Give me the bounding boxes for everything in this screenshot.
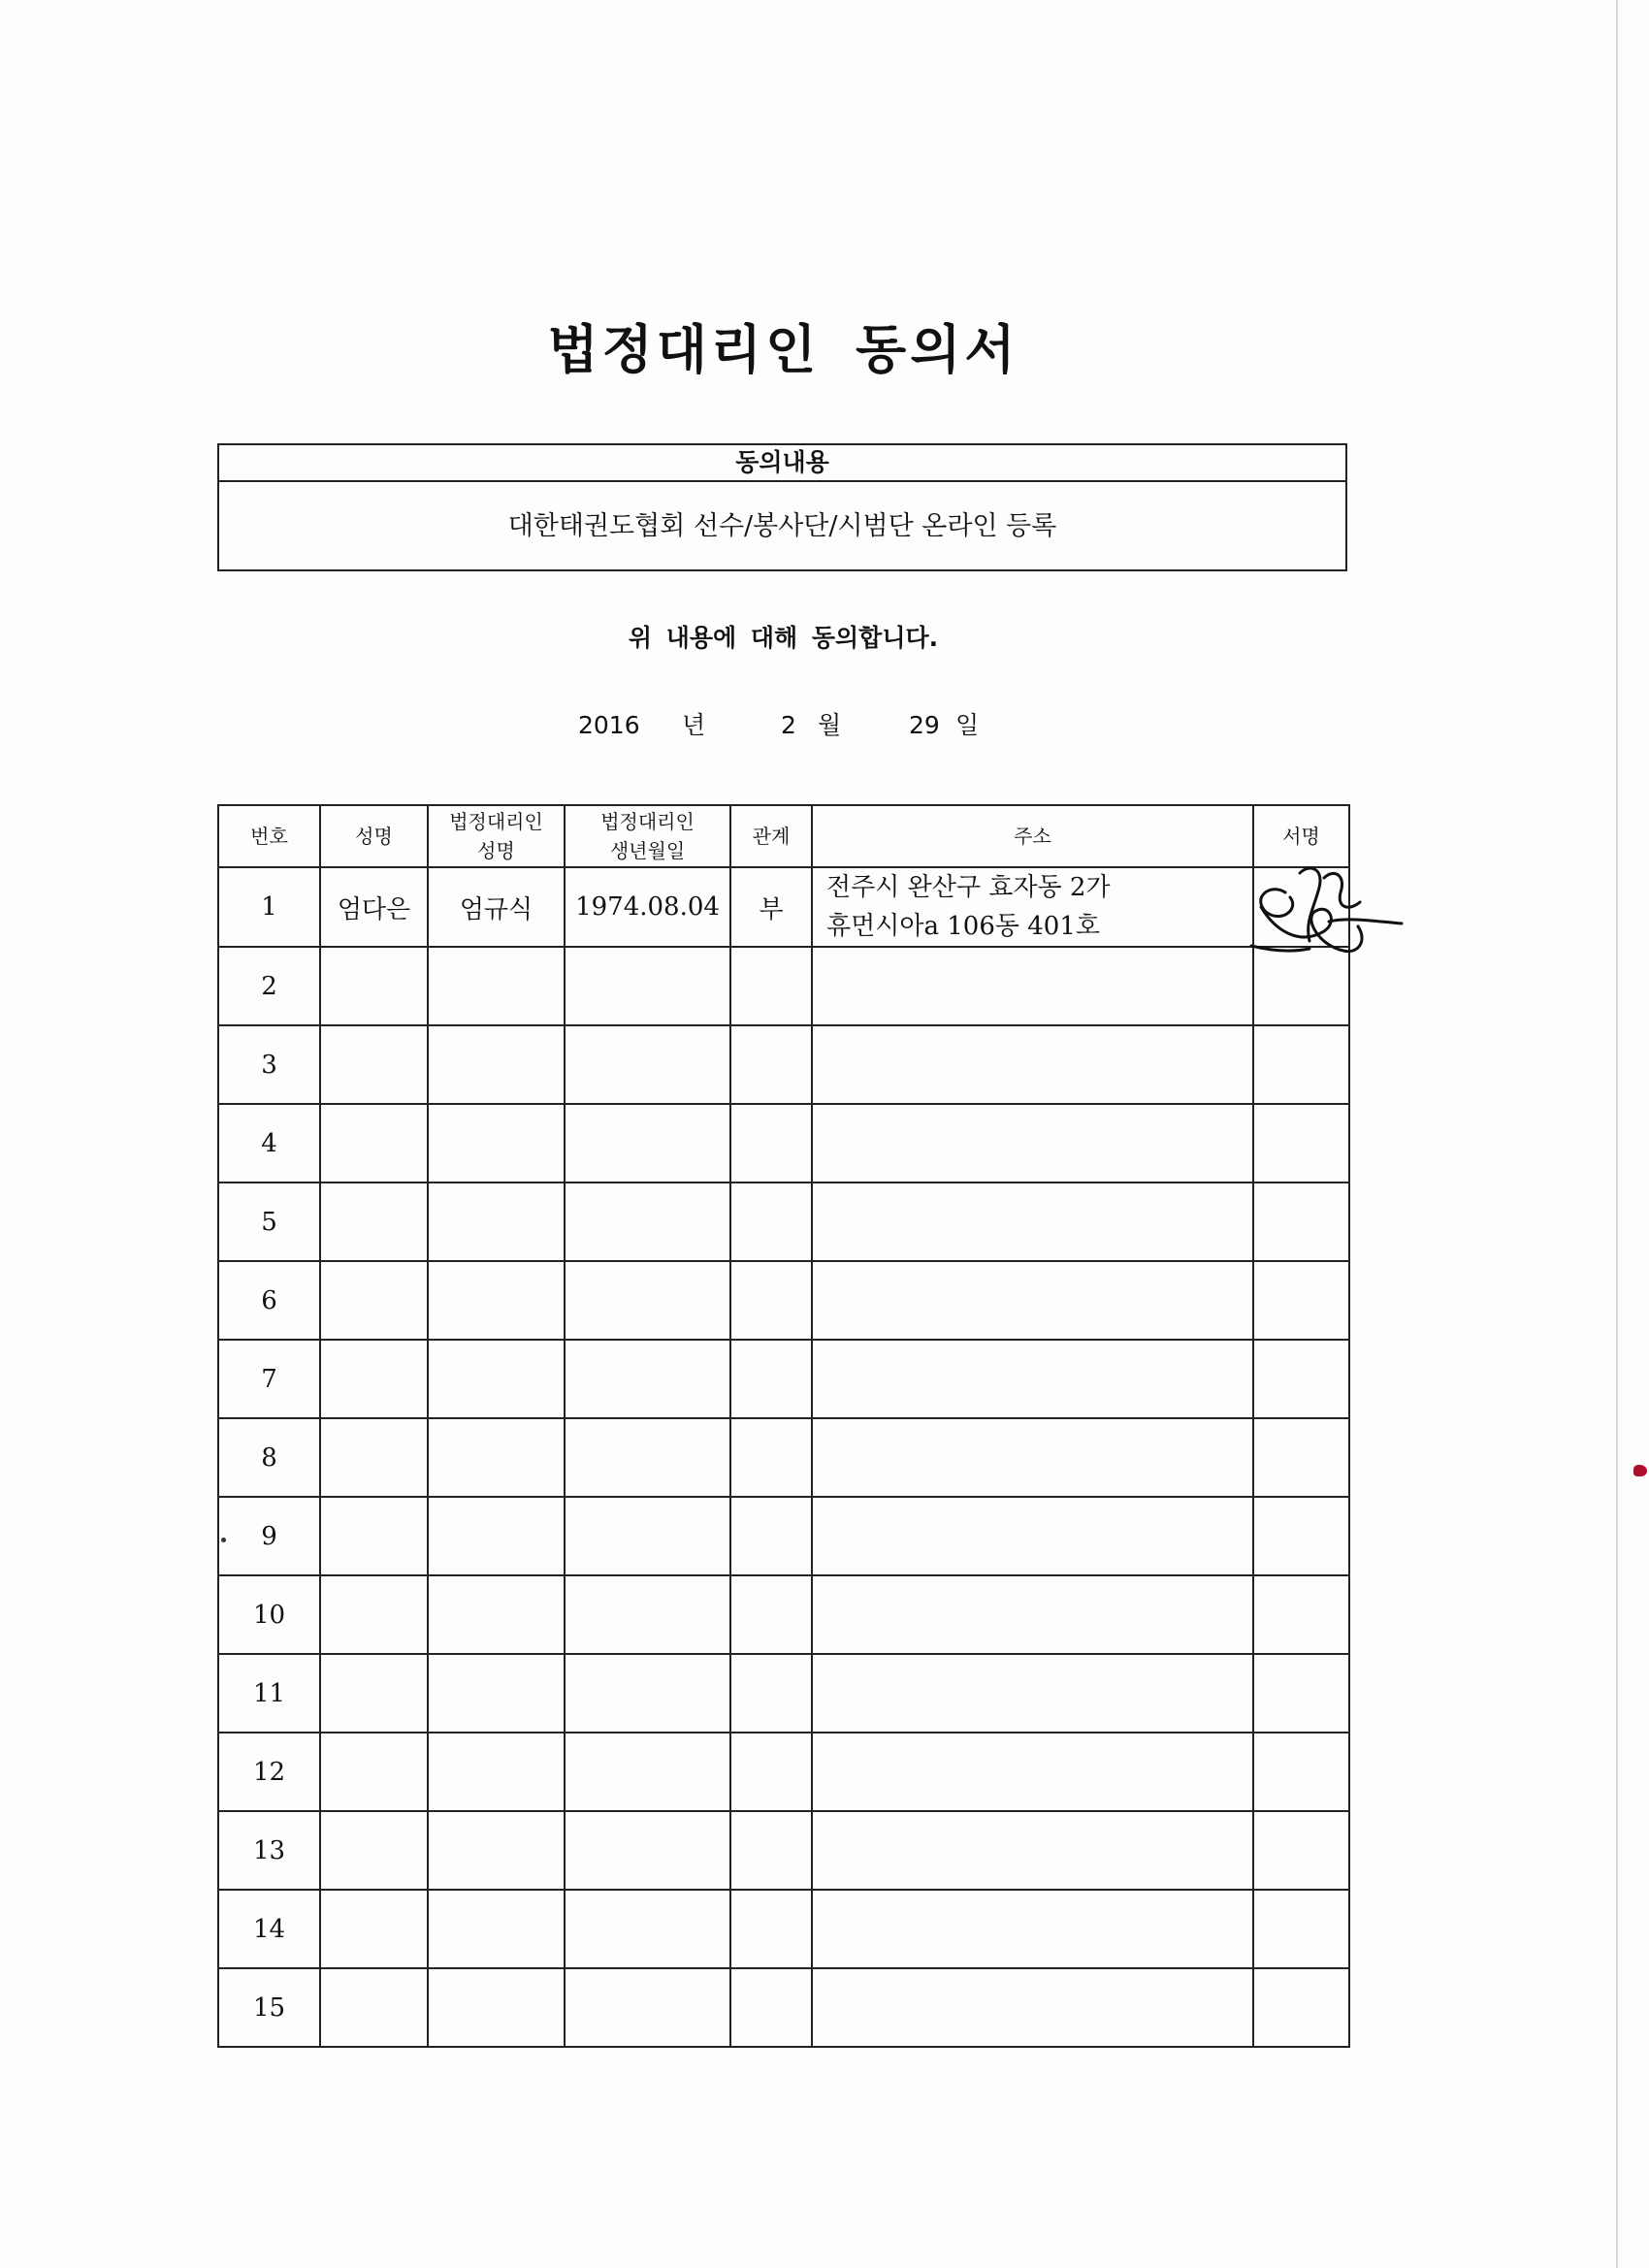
cell-guardian-birth bbox=[565, 1575, 730, 1654]
cell-name bbox=[320, 1340, 428, 1418]
consent-box bbox=[217, 443, 1347, 571]
cell-guardian-name bbox=[428, 1733, 565, 1811]
cell-guardian-name: 엄규식 bbox=[428, 867, 565, 947]
cell-name bbox=[320, 1104, 428, 1183]
header-address: 주소 bbox=[812, 805, 1253, 867]
cell-guardian-name bbox=[428, 1261, 565, 1340]
cell-name bbox=[320, 1890, 428, 1968]
cell-guardian-name bbox=[428, 1497, 565, 1575]
cell-no: 6 bbox=[218, 1261, 320, 1340]
cell-name bbox=[320, 1418, 428, 1497]
cell-name bbox=[320, 1968, 428, 2047]
header-no: 번호 bbox=[218, 805, 320, 867]
cell-guardian-name bbox=[428, 1968, 565, 2047]
cell-address bbox=[812, 1497, 1253, 1575]
cell-relation bbox=[730, 1733, 812, 1811]
header-guardian-birth bbox=[565, 805, 730, 867]
date-month-unit: 월 bbox=[818, 711, 842, 739]
cell-signature bbox=[1253, 1497, 1349, 1575]
cell-no: 9 bbox=[218, 1497, 320, 1575]
address-line1: 전주시 완산구 효자동 2가 bbox=[826, 873, 1111, 902]
cell-no: 5 bbox=[218, 1183, 320, 1261]
header-guardian-birth-line2: 생년월일 bbox=[609, 839, 686, 862]
ink-speck bbox=[1633, 1465, 1647, 1476]
date-year-unit: 년 bbox=[682, 711, 706, 739]
agree-statement: 위 내용에 대해 동의합니다. bbox=[628, 624, 939, 652]
table-row bbox=[218, 1733, 1349, 1811]
date-day-unit: 일 bbox=[955, 711, 980, 739]
cell-guardian-name bbox=[428, 947, 565, 1025]
cell-guardian-name bbox=[428, 1890, 565, 1968]
cell-relation bbox=[730, 1025, 812, 1104]
cell-guardian-birth bbox=[565, 1890, 730, 1968]
cell-guardian-birth bbox=[565, 947, 730, 1025]
header-guardian-name-line1: 법정대리인 bbox=[449, 810, 543, 833]
date-year: 2016 bbox=[578, 711, 640, 739]
cell-signature bbox=[1253, 1654, 1349, 1733]
cell-name bbox=[320, 1025, 428, 1104]
cell-name bbox=[320, 1183, 428, 1261]
cell-address bbox=[812, 1968, 1253, 2047]
cell-guardian-birth bbox=[565, 1025, 730, 1104]
cell-no: 14 bbox=[218, 1890, 320, 1968]
cell-relation bbox=[730, 1183, 812, 1261]
cell-guardian-birth bbox=[565, 1733, 730, 1811]
cell-signature bbox=[1253, 1733, 1349, 1811]
cell-address bbox=[812, 1104, 1253, 1183]
cell-relation bbox=[730, 1261, 812, 1340]
cell-name: 엄다은 bbox=[320, 867, 428, 947]
cell-name bbox=[320, 1497, 428, 1575]
table-header-row bbox=[218, 805, 1349, 867]
cell-relation bbox=[730, 1654, 812, 1733]
cell-guardian-birth bbox=[565, 1104, 730, 1183]
cell-guardian-birth bbox=[565, 1968, 730, 2047]
cell-guardian-birth: 1974.08.04 bbox=[565, 867, 730, 947]
table-row bbox=[218, 1261, 1349, 1340]
cell-name bbox=[320, 1261, 428, 1340]
cell-signature bbox=[1253, 1183, 1349, 1261]
table-row bbox=[218, 1575, 1349, 1654]
cell-no: 15 bbox=[218, 1968, 320, 2047]
header-guardian-birth-line1: 법정대리인 bbox=[600, 810, 695, 833]
cell-guardian-name bbox=[428, 1104, 565, 1183]
header-guardian-name bbox=[428, 805, 565, 867]
cell-relation bbox=[730, 947, 812, 1025]
cell-guardian-name bbox=[428, 1654, 565, 1733]
cell-no: 12 bbox=[218, 1733, 320, 1811]
table-row bbox=[218, 1340, 1349, 1418]
table-row bbox=[218, 1890, 1349, 1968]
consent-text: 대한태권도협회 선수/봉사단/시범단 온라인 등록 bbox=[507, 511, 1057, 541]
cell-guardian-birth bbox=[565, 1418, 730, 1497]
table-row bbox=[218, 1497, 1349, 1575]
cell-guardian-name bbox=[428, 1811, 565, 1890]
cell-no: 13 bbox=[218, 1811, 320, 1890]
cell-address bbox=[812, 1025, 1253, 1104]
cell-signature bbox=[1253, 1890, 1349, 1968]
cell-address bbox=[812, 1811, 1253, 1890]
cell-guardian-birth bbox=[565, 1261, 730, 1340]
table-row bbox=[218, 1418, 1349, 1497]
cell-no: 10 bbox=[218, 1575, 320, 1654]
cell-relation: 부 bbox=[730, 867, 812, 947]
cell-relation bbox=[730, 1575, 812, 1654]
cell-address bbox=[812, 1261, 1253, 1340]
cell-guardian-name bbox=[428, 1418, 565, 1497]
cell-address bbox=[812, 1575, 1253, 1654]
table-row bbox=[218, 1654, 1349, 1733]
consent-header: 동의내용 bbox=[219, 445, 1345, 482]
cell-relation bbox=[730, 1104, 812, 1183]
cell-guardian-birth bbox=[565, 1497, 730, 1575]
address-line2: 휴먼시아a 106동 401호 bbox=[826, 912, 1100, 941]
table-row bbox=[218, 1968, 1349, 2047]
cell-name bbox=[320, 1654, 428, 1733]
cell-address bbox=[812, 1183, 1253, 1261]
table-row bbox=[218, 1025, 1349, 1104]
cell-no: 3 bbox=[218, 1025, 320, 1104]
table-row bbox=[218, 867, 1349, 947]
cell-relation bbox=[730, 1968, 812, 2047]
cell-address bbox=[812, 1340, 1253, 1418]
cell-address bbox=[812, 1418, 1253, 1497]
header-guardian-name-line2: 성명 bbox=[477, 839, 515, 862]
cell-name bbox=[320, 1575, 428, 1654]
table-body bbox=[218, 867, 1349, 2047]
cell-relation bbox=[730, 1890, 812, 1968]
date-day: 29 bbox=[909, 711, 940, 739]
cell-signature bbox=[1253, 1340, 1349, 1418]
table-row bbox=[218, 1183, 1349, 1261]
cell-guardian-name bbox=[428, 1340, 565, 1418]
header-name: 성명 bbox=[320, 805, 428, 867]
table-row bbox=[218, 1104, 1349, 1183]
stray-dot bbox=[221, 1538, 226, 1542]
table-row bbox=[218, 947, 1349, 1025]
guardian-table bbox=[217, 804, 1350, 2048]
cell-guardian-birth bbox=[565, 1183, 730, 1261]
cell-signature bbox=[1253, 1575, 1349, 1654]
cell-no: 7 bbox=[218, 1340, 320, 1418]
cell-address bbox=[812, 1890, 1253, 1968]
cell-no: 2 bbox=[218, 947, 320, 1025]
cell-guardian-name bbox=[428, 1025, 565, 1104]
header-signature: 서명 bbox=[1253, 805, 1349, 867]
handwritten-signature-icon bbox=[1232, 854, 1406, 970]
cell-signature bbox=[1253, 1968, 1349, 2047]
cell-signature bbox=[1253, 1811, 1349, 1890]
cell-no: 4 bbox=[218, 1104, 320, 1183]
cell-address bbox=[812, 867, 1253, 947]
cell-guardian-birth bbox=[565, 1340, 730, 1418]
cell-guardian-birth bbox=[565, 1654, 730, 1733]
cell-no: 8 bbox=[218, 1418, 320, 1497]
cell-guardian-birth bbox=[565, 1811, 730, 1890]
cell-relation bbox=[730, 1418, 812, 1497]
cell-signature bbox=[1253, 1418, 1349, 1497]
cell-name bbox=[320, 947, 428, 1025]
cell-guardian-name bbox=[428, 1183, 565, 1261]
cell-relation bbox=[730, 1811, 812, 1890]
date-line bbox=[578, 706, 979, 741]
header-relation: 관계 bbox=[730, 805, 812, 867]
cell-relation bbox=[730, 1497, 812, 1575]
cell-address bbox=[812, 1733, 1253, 1811]
cell-signature bbox=[1253, 1025, 1349, 1104]
table-row bbox=[218, 1811, 1349, 1890]
scan-edge-line bbox=[1616, 0, 1618, 2268]
cell-name bbox=[320, 1811, 428, 1890]
cell-guardian-name bbox=[428, 1575, 565, 1654]
cell-signature bbox=[1253, 1104, 1349, 1183]
cell-address bbox=[812, 1654, 1253, 1733]
cell-relation bbox=[730, 1340, 812, 1418]
cell-no: 1 bbox=[218, 867, 320, 947]
cell-name bbox=[320, 1733, 428, 1811]
cell-address bbox=[812, 947, 1253, 1025]
cell-no: 11 bbox=[218, 1654, 320, 1733]
cell-signature bbox=[1253, 1261, 1349, 1340]
date-month: 2 bbox=[781, 711, 796, 739]
document-title: 법정대리인 동의서 bbox=[547, 318, 1019, 380]
